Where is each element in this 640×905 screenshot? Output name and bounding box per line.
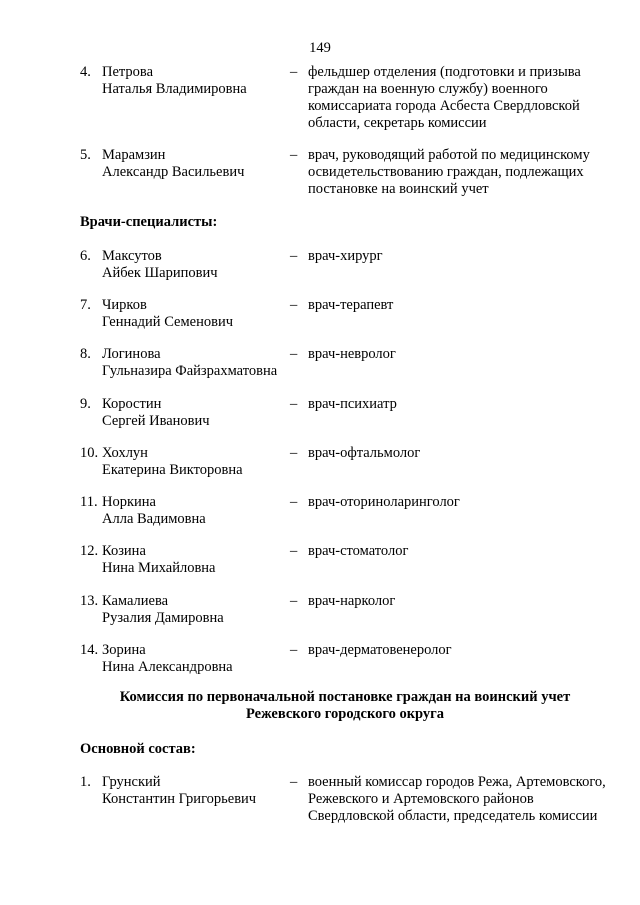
member-surname: Хохлун xyxy=(102,445,148,461)
member-name xyxy=(102,642,292,676)
member-name xyxy=(102,543,292,577)
entry-number: 4. xyxy=(80,64,91,80)
entry-number: 5. xyxy=(80,147,91,163)
member-name xyxy=(102,147,292,181)
entry-number: 9. xyxy=(80,396,91,412)
dash: – xyxy=(290,593,298,609)
member-given-name: Александр Васильевич xyxy=(102,164,245,180)
member-surname: Камалиева xyxy=(102,593,169,609)
member-surname: Грунский xyxy=(102,774,161,790)
member-name xyxy=(102,64,292,98)
member-given-name: Нина Александровна xyxy=(102,659,233,675)
member-surname: Козина xyxy=(102,543,146,559)
commission-title xyxy=(0,689,640,723)
member-role: врач-офтальмолог xyxy=(308,445,421,461)
entry-number: 12. xyxy=(80,543,99,559)
member-role: врач-терапевт xyxy=(308,297,394,313)
member-role: врач-хирург xyxy=(308,248,383,264)
member-role: врач-оториноларинголог xyxy=(308,494,460,510)
member-surname: Коростин xyxy=(102,396,162,412)
member-name xyxy=(102,774,292,808)
dash: – xyxy=(290,346,298,362)
entry-number: 1. xyxy=(80,774,91,790)
member-surname: Марамзин xyxy=(102,147,166,163)
specialists-heading: Врачи-специалисты: xyxy=(80,214,218,230)
dash: – xyxy=(290,543,298,559)
role-line: граждан на военную службу) военного xyxy=(308,81,548,97)
dash: – xyxy=(290,396,298,412)
member-role xyxy=(308,147,628,198)
member-given-name: Нина Михайловна xyxy=(102,560,216,576)
dash: – xyxy=(290,445,298,461)
member-role: врач-нарколог xyxy=(308,593,396,609)
role-line: Режевского и Артемовского районов xyxy=(308,791,534,807)
dash: – xyxy=(290,297,298,313)
member-surname: Норкина xyxy=(102,494,156,510)
member-surname: Чирков xyxy=(102,297,147,313)
dash: – xyxy=(290,147,298,163)
member-name xyxy=(102,346,292,380)
member-given-name: Гульназира Файзрахматовна xyxy=(102,363,278,379)
entry-number: 14. xyxy=(80,642,99,658)
member-surname: Петрова xyxy=(102,64,154,80)
member-role: врач-невролог xyxy=(308,346,396,362)
member-given-name: Екатерина Викторовна xyxy=(102,462,243,478)
member-given-name: Алла Вадимовна xyxy=(102,511,206,527)
entry-number: 6. xyxy=(80,248,91,264)
entry-number: 8. xyxy=(80,346,91,362)
entry-number: 10. xyxy=(80,445,99,461)
member-role: врач-психиатр xyxy=(308,396,397,412)
role-line: области, секретарь комиссии xyxy=(308,115,487,131)
dash: – xyxy=(290,774,298,790)
role-line: комиссариата города Асбеста Свердловской xyxy=(308,98,580,114)
member-name xyxy=(102,593,292,627)
dash: – xyxy=(290,642,298,658)
member-name xyxy=(102,297,292,331)
member-name xyxy=(102,445,292,479)
member-role xyxy=(308,64,628,132)
member-surname: Зорина xyxy=(102,642,146,658)
page-number: 149 xyxy=(309,40,331,56)
role-line: врач, руководящий работой по медицинскому xyxy=(308,147,590,163)
member-given-name: Рузалия Дамировна xyxy=(102,610,224,626)
main-staff-heading: Основной состав: xyxy=(80,741,196,757)
role-line: военный комиссар городов Режа, Артемовского, xyxy=(308,774,606,790)
member-role xyxy=(308,774,628,825)
member-name xyxy=(102,248,292,282)
role-line: фельдшер отделения (подготовки и призыва xyxy=(308,64,581,80)
member-given-name: Константин Григорьевич xyxy=(102,791,257,807)
member-surname: Логинова xyxy=(102,346,161,362)
dash: – xyxy=(290,64,298,80)
commission-title-line: Комиссия по первоначальной постановке граждан на воинский учет xyxy=(119,689,571,705)
entry-number: 7. xyxy=(80,297,91,313)
member-role: врач-стоматолог xyxy=(308,543,409,559)
member-name xyxy=(102,396,292,430)
member-given-name: Айбек Шарипович xyxy=(102,265,218,281)
dash: – xyxy=(290,494,298,510)
entry-number: 13. xyxy=(80,593,99,609)
role-line: освидетельствованию граждан, подлежащих xyxy=(308,164,584,180)
member-given-name: Наталья Владимировна xyxy=(102,81,247,97)
member-name xyxy=(102,494,292,528)
role-line: постановке на воинский учет xyxy=(308,181,489,197)
member-given-name: Геннадий Семенович xyxy=(102,314,233,330)
role-line: Свердловской области, председатель комиссии xyxy=(308,808,598,824)
member-given-name: Сергей Иванович xyxy=(102,413,210,429)
member-role: врач-дерматовенеролог xyxy=(308,642,452,658)
commission-title-line: Режевского городского округа xyxy=(245,706,445,722)
member-surname: Максутов xyxy=(102,248,162,264)
entry-number: 11. xyxy=(80,494,98,510)
dash: – xyxy=(290,248,298,264)
